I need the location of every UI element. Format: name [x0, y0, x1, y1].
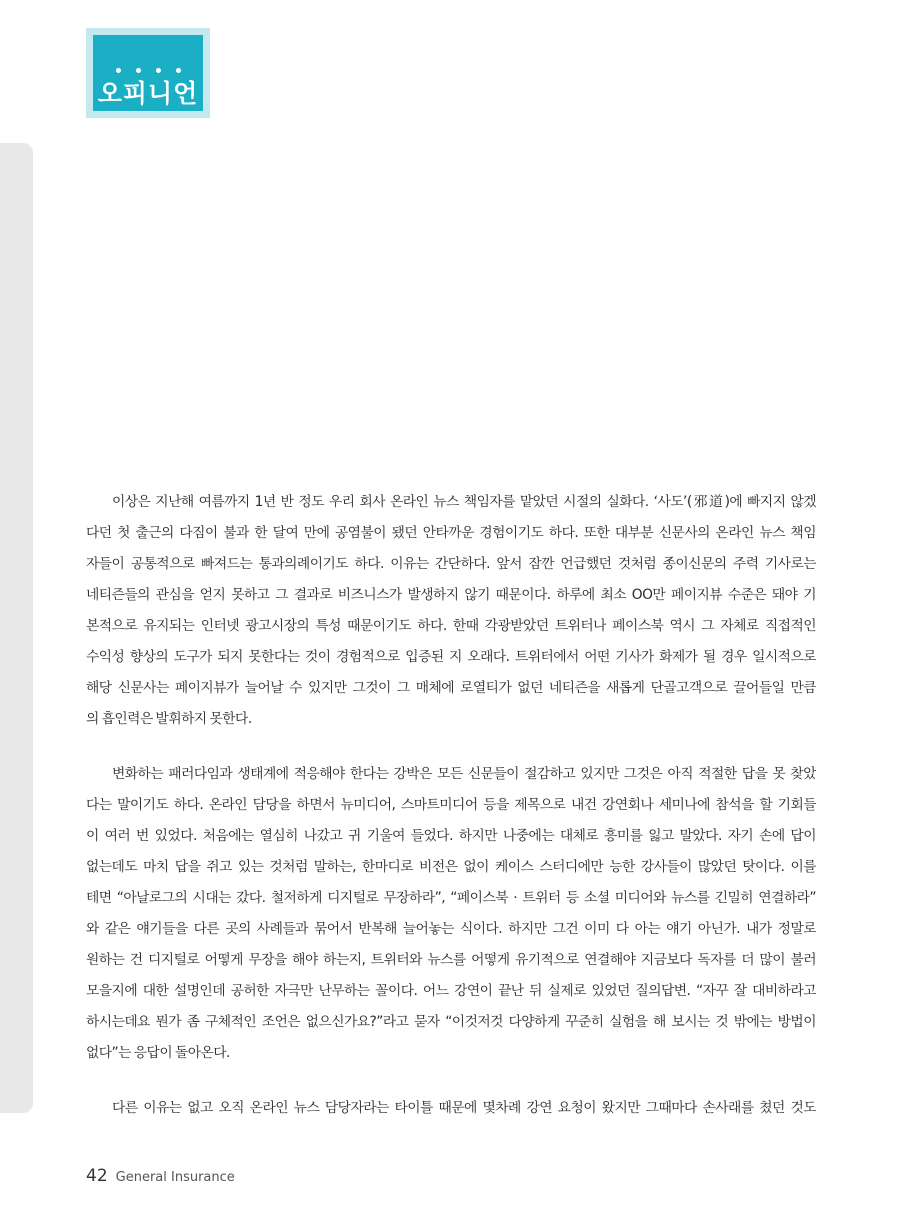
text-line: 수익성 향상의 도구가 되지 못한다는 것이 경험적으로 입증된 지 오래다. 트위터에서 어떤 기사가 화제가 될 경우 일시적으로 — [86, 649, 816, 665]
paragraph — [86, 1093, 816, 1124]
text-line: 해당 신문사는 페이지뷰가 늘어날 수 있지만 그것이 그 매체에 로열티가 없던 네티즌을 새롭게 단골고객으로 끌어들일 만큼 — [86, 680, 816, 696]
article-body — [86, 487, 816, 1148]
text-line: 자들이 공통적으로 빠져드는 통과의례이기도 하다. 이유는 간단하다. 앞서 잠깐 언급했던 것처럼 종이신문의 주력 기사로는 — [86, 556, 816, 572]
side-tab — [0, 143, 33, 1113]
text-line: 이상은 지난해 여름까지 1년 반 정도 우리 회사 온라인 뉴스 책임자를 맡았던 시절의 실화다. ‘사도’(邪道)에 빠지지 않겠 — [112, 494, 816, 510]
text-line: 원하는 건 디지털로 어떻게 무장을 해야 하는지, 트위터와 뉴스를 어떻게 유기적으로 연결해야 지금보다 독자를 더 많이 불러 — [86, 952, 816, 968]
section-label: 오피니언 — [97, 79, 199, 108]
text-line: 의 흡인력은 발휘하지 못한다. — [86, 711, 252, 727]
page-footer — [86, 1166, 235, 1190]
text-line: 하시는데요 뭔가 좀 구체적인 조언은 없으신가요?”라고 묻자 “이것저것 다양하게 꾸준히 실험을 해 보시는 것 밖에는 방법이 — [86, 1014, 816, 1030]
text-line: 다던 첫 출근의 다짐이 불과 한 달여 만에 공염불이 됐던 안타까운 경험이기도 하다. 또한 대부분 신문사의 온라인 뉴스 책임 — [86, 525, 816, 541]
magazine-name: General Insurance — [115, 1170, 235, 1185]
paragraph — [86, 759, 816, 1069]
text-line: 본적으로 유지되는 인터넷 광고시장의 특성 때문이기도 하다. 한때 각광받았던 트위터나 페이스북 역시 그 자체로 직접적인 — [86, 618, 816, 634]
badge-dots — [93, 68, 203, 76]
page-number: 42 — [86, 1166, 108, 1186]
text-line: 테면 “아날로그의 시대는 갔다. 철저하게 디지털로 무장하라”, “페이스북 · 트위터 등 소셜 미디어와 뉴스를 긴밀히 연결하라” — [86, 890, 816, 906]
text-line: 네티즌들의 관심을 얻지 못하고 그 결과로 비즈니스가 발생하지 않기 때문이다. 하루에 최소 OO만 페이지뷰 수준은 돼야 기 — [86, 587, 816, 603]
section-badge-inner — [93, 35, 203, 111]
text-line: 와 같은 얘기들을 다른 곳의 사례들과 묶어서 반복해 늘어놓는 식이다. 하지만 그건 이미 다 아는 얘기 아닌가. 내가 정말로 — [86, 921, 816, 937]
section-badge — [86, 28, 210, 118]
text-line: 없다”는 응답이 돌아온다. — [86, 1045, 230, 1061]
text-line: 변화하는 패러다임과 생태계에 적응해야 한다는 강박은 모든 신문들이 절감하고 있지만 그것은 아직 적절한 답을 못 찾았 — [112, 766, 816, 782]
paragraph — [86, 487, 816, 735]
text-line: 이 여러 번 있었다. 처음에는 열심히 나갔고 귀 기울여 들었다. 하지만 나중에는 대체로 흥미를 잃고 말았다. 자기 손에 답이 — [86, 828, 816, 844]
text-line: 다는 말이기도 하다. 온라인 담당을 하면서 뉴미디어, 스마트미디어 등을 제목으로 내건 강연회나 세미나에 참석을 할 기회들 — [86, 797, 816, 813]
text-line: 다른 이유는 없고 오직 온라인 뉴스 담당자라는 타이틀 때문에 몇차례 강연 요청이 왔지만 그때마다 손사래를 쳤던 것도 — [112, 1100, 816, 1116]
text-line: 없는데도 마치 답을 쥐고 있는 것처럼 말하는, 한마디로 비전은 없이 케이스 스터디에만 능한 강사들이 많았던 탓이다. 이를 — [86, 859, 816, 875]
text-line: 모을지에 대한 설명인데 공허한 자극만 난무하는 꼴이다. 어느 강연이 끝난 뒤 실제로 있었던 질의답변. “자꾸 잘 대비하라고 — [86, 983, 816, 999]
